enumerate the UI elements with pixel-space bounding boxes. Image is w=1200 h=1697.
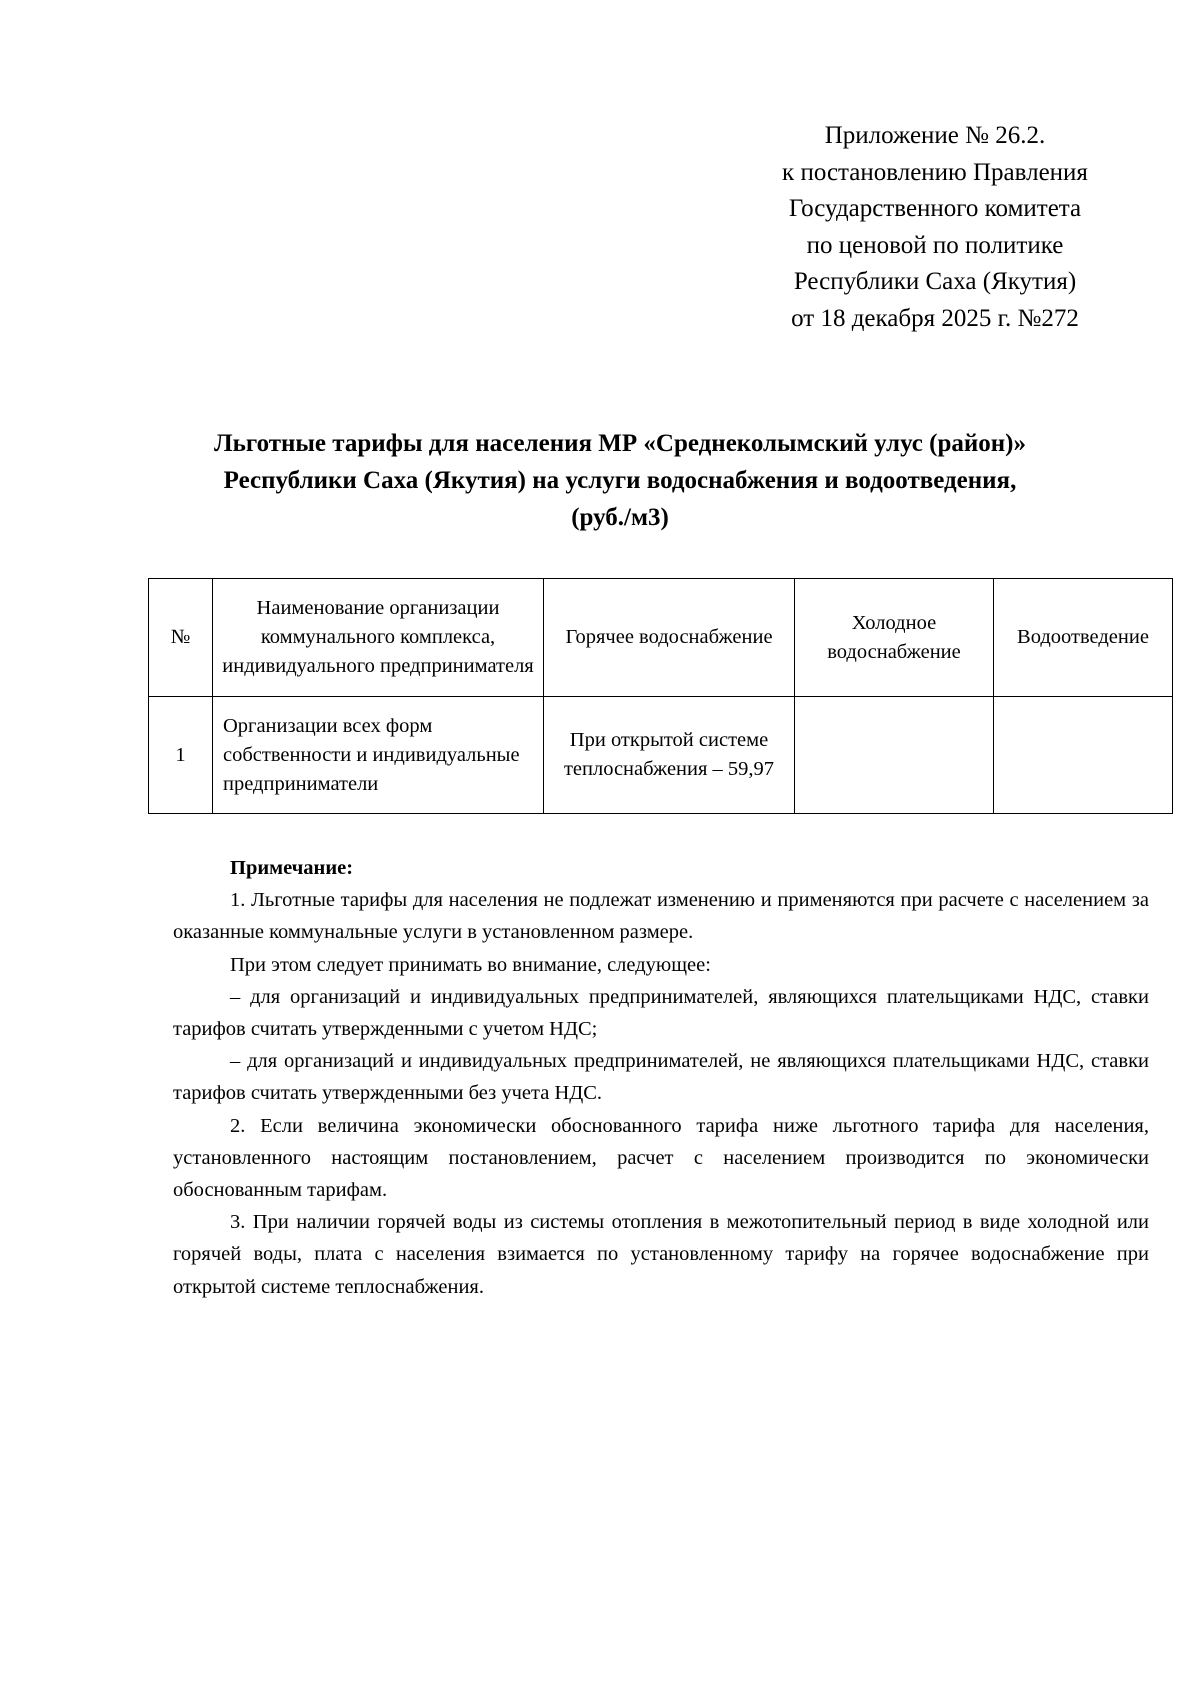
cell-sewerage xyxy=(994,697,1173,814)
appendix-line: Приложение № 26.2. xyxy=(824,122,1046,149)
appendix-line: Государственного комитета xyxy=(788,195,1082,222)
appendix-line: по ценовой по политике xyxy=(806,231,1064,259)
appendix-line: Республики Саха (Якутия) xyxy=(793,268,1077,295)
cell-cold-water xyxy=(795,697,994,814)
appendix-line: к постановлению Правления xyxy=(782,158,1088,186)
header-number: № xyxy=(149,579,213,697)
cell-organization: Организации всех форм собственности и индивидуальные предприниматели xyxy=(213,697,544,814)
cell-hot-water: При открытой системе теплоснабжения – 59,97 xyxy=(544,697,795,814)
header-organization: Наименование организации коммунального комплекса, индивидуального предпринимателя xyxy=(213,579,544,697)
title-line: Республики Саха (Якутия) на услуги водоснабжения и водоотведения, xyxy=(223,467,1017,494)
note-paragraph: 3. При наличии горячей воды из системы отопления в межотопительный период в виде холодной или горячей воды, плата с населения взимается по установленному тарифу на горячее водоснабжение при открытой системе теплоснабжения. xyxy=(173,1211,1149,1298)
title-line: (руб./м3) xyxy=(571,504,669,531)
table-header-row xyxy=(149,579,1173,697)
title-line: Льготные тарифы для населения МР «Среднеколымский улус (район)» xyxy=(213,430,1027,457)
table-row xyxy=(149,697,1173,814)
header-hot-water: Горячее водоснабжение xyxy=(544,579,795,697)
notes-section xyxy=(173,852,1149,1303)
note-paragraph: – для организаций и индивидуальных предпринимателей, являющихся плательщиками НДС, ставки тарифов считать утвержденными с учетом НДС; xyxy=(173,985,1149,1041)
appendix-line: от 18 декабря 2025 г. №272 xyxy=(791,304,1079,332)
document-title xyxy=(150,425,1090,536)
tariff-table xyxy=(148,578,1173,814)
notes-heading: Примечание: xyxy=(230,857,354,879)
header-sewerage: Водоотведение xyxy=(994,579,1173,697)
cell-number: 1 xyxy=(149,697,213,814)
note-paragraph: – для организаций и индивидуальных предпринимателей, не являющихся плательщиками НДС, ставки тарифов считать утвержденными без учета НДС. xyxy=(173,1050,1149,1105)
note-paragraph: 2. Если величина экономически обоснованного тарифа ниже льготного тарифа для населения, установленного настоящим постановлением, расчет с населением производится по экономически обоснованным тарифам. xyxy=(173,1114,1149,1202)
note-paragraph: При этом следует принимать во внимание, следующее: xyxy=(230,953,711,976)
header-cold-water: Холодное водоснабжение xyxy=(795,579,994,697)
appendix-block xyxy=(740,118,1130,337)
note-paragraph: 1. Льготные тарифы для населения не подлежат изменению и применяются при расчете с населением за оказанные коммунальные услуги в установленном размере. xyxy=(173,889,1149,944)
